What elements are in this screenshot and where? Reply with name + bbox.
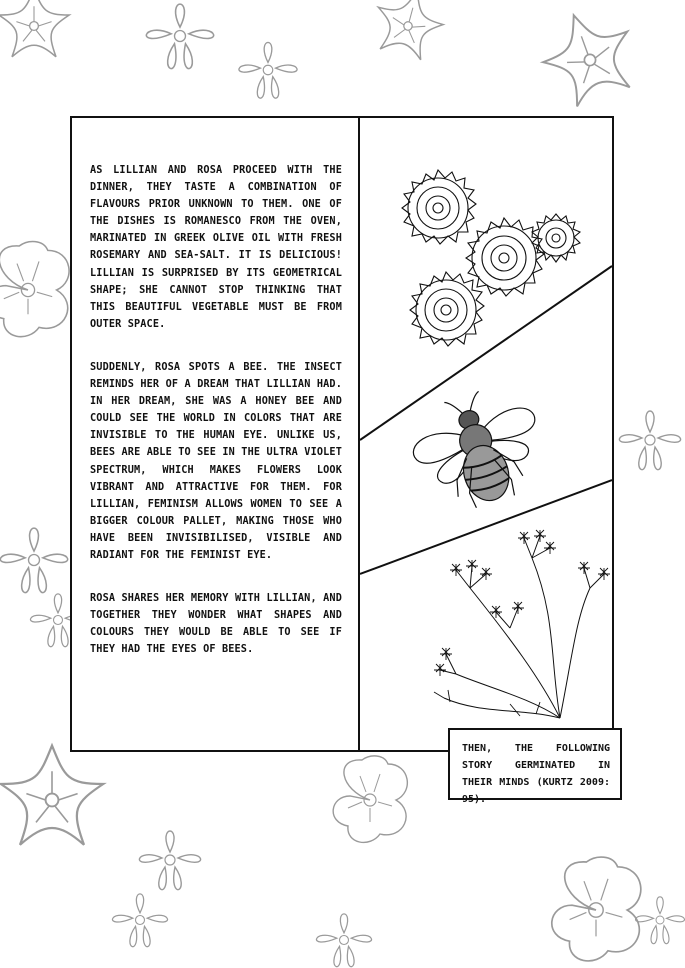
illustration-panel: [360, 118, 612, 750]
comic-page-frame: [70, 116, 614, 752]
illustration-panels-svg: [360, 118, 612, 750]
narration-panel: [72, 118, 360, 750]
wildflower-stems-icon: [434, 530, 610, 718]
narration-paragraph: SUDDENLY, ROSA SPOTS A BEE. THE INSECT REMINDS HER OF A DREAM THAT LILLIAN HAD. IN HER DREAM, SHE WAS A HONEY BEE AND COULD SEE THE WORLD IN COLORS THAT ARE INVISIBLE TO THE HUMAN EYE. UNLIKE US, BEES ARE ABLE TO SEE IN THE ULTRA VIOLET SPECTRUM, WHICH MAKES FLOWERS LOOK VIBRANT AND ATTRACTIVE FOR THEM. FOR LILLIAN, FEMINISM ALLOWS WOMEN TO SEE A BIGGER COLOUR PALLET, MAKING THOSE WHO HAVE BEEN INVISIBILISED, VISIBLE AND RADIANT FOR THE FEMINIST EYE.: [90, 361, 342, 561]
panel-divider: [360, 266, 612, 440]
romanesco-flowers-icon: [402, 170, 580, 346]
narration-paragraph: AS LILLIAN AND ROSA PROCEED WITH THE DINNER, THEY TASTE A COMBINATION OF FLAVOURS PRIOR UNKNOWN TO THEM. ONE OF THE DISHES IS ROMANESCO FROM THE OVEN, MARINATED IN GREEK OLIVE OIL WITH FRESH ROSEMARY AND SEA-SALT. IT IS DELICIOUS! LILLIAN IS SURPRISED BY ITS GEOMETRICAL SHAPE; SHE CANNOT STOP THINKING THAT THIS BEAUTIFUL VEGETABLE MUST BE FROM OUTER SPACE.: [90, 165, 342, 330]
caption-box: THEN, THE FOLLOWING STORY GERMINATED IN THEIR MINDS (KURTZ 2009: 95).: [448, 728, 622, 800]
bee-icon: [401, 377, 555, 521]
narration-paragraph: ROSA SHARES HER MEMORY WITH LILLIAN, AND TOGETHER THEY WONDER WHAT SHAPES AND COLOURS THEY WOULD BE ABLE TO SEE IF THEY HAD THE EYES OF BEES.: [90, 593, 342, 656]
